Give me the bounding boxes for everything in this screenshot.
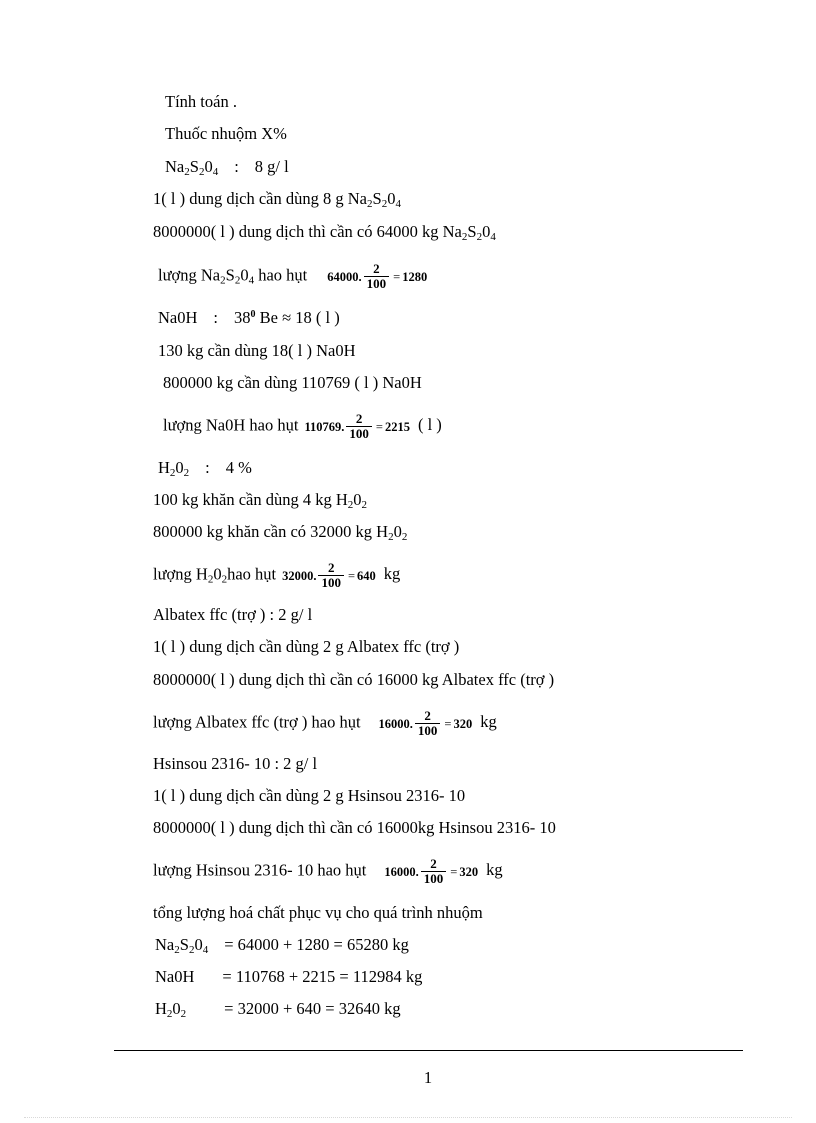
page-number: 1 bbox=[423, 1068, 433, 1087]
line-naoh-800000: 800000 kg cần dùng 110769 ( l ) Na0H bbox=[163, 373, 422, 392]
line-na2s2o4-per-liter: 1( l ) dung dịch cần dùng 8 g $Na_2S_20_4$ bbox=[153, 189, 401, 210]
line-naoh-dose: Na0H : $38^0$ Be ≈ 18 ( l ) bbox=[158, 308, 340, 327]
line-hsinsou-loss: lượng Hsinsou 2316- 10 hao hụt 16000. $\frac{2}{100}$ = 320 kg bbox=[153, 856, 503, 886]
line-total-naoh: Na0H = 110768 + 2215 = 112984 kg bbox=[155, 967, 423, 986]
line-albatex-total: 8000000( l ) dung dịch thì cần có 16000 kg Albatex ffc (trợ ) bbox=[153, 670, 555, 689]
line-h2o2-100: 100 kg khăn cần dùng 4 kg $H_20_2$ bbox=[153, 490, 368, 511]
loss-formula: 64000. $\frac{2}{100}$ = 1280 bbox=[327, 261, 428, 291]
loss-formula: 16000. $\frac{2}{100}$ = 320 bbox=[378, 708, 473, 738]
line-hsinsou-dose: Hsinsou 2316- 10 : 2 g/ l bbox=[153, 754, 318, 773]
line-na2s2o4-dose: $Na_2S_20_4$ : 8 g/ l bbox=[165, 157, 289, 178]
line-naoh-loss: lượng Na0H hao hụt 110769. $\frac{2}{100}$ = 2215 ( l ) bbox=[163, 411, 442, 441]
line-h2o2-dose: $H_20_2$ : 4 % bbox=[158, 458, 252, 479]
line-naoh-130: 130 kg cần dùng 18( l ) Na0H bbox=[158, 341, 356, 360]
heading-tinh-toan: Tính toán . bbox=[165, 92, 237, 111]
heading-thuoc-nhuom: Thuốc nhuộm X% bbox=[165, 124, 287, 143]
line-total-na2s2o4: $Na_2S_20_4 = 64000 + 1280 = 65280$ kg bbox=[155, 935, 409, 956]
footer-rule bbox=[114, 1050, 743, 1051]
line-total-heading: tổng lượng hoá chất phục vụ cho quá trình nhuộm bbox=[153, 903, 483, 922]
line-albatex-per-liter: 1( l ) dung dịch cần dùng 2 g Albatex ffc (trợ ) bbox=[153, 637, 460, 656]
loss-formula: 32000. $\frac{2}{100}$ = 640 bbox=[282, 560, 376, 590]
line-albatex-dose: Albatex ffc (trợ ) : 2 g/ l bbox=[153, 605, 313, 624]
line-h2o2-loss: lượng $H_20_2hao$ hụt 32000. $\frac{2}{100}$ = 640 kg bbox=[153, 560, 401, 590]
line-h2o2-800000: 800000 kg khăn cần có 32000 kg $H_20_2$ bbox=[153, 522, 408, 543]
line-na2s2o4-loss: lượng $Na_2S_20_4$ hao hụt 64000. $\frac{2}{100}$ = 1280 bbox=[158, 261, 428, 291]
line-total-h2o2: $H_20_2 = 32000 + 640 = 32640$ kg bbox=[155, 999, 401, 1020]
line-na2s2o4-total: 8000000( l ) dung dịch thì cần có 64000 kg $Na_2S_20_4$ bbox=[153, 222, 496, 243]
page-edge-dots bbox=[24, 1117, 792, 1118]
loss-formula: 110769. $\frac{2}{100}$ = 2215 bbox=[304, 411, 410, 441]
line-hsinsou-total: 8000000( l ) dung dịch thì cần có 16000kg Hsinsou 2316- 10 bbox=[153, 818, 556, 837]
loss-formula: 16000. $\frac{2}{100}$ = 320 bbox=[384, 856, 479, 886]
line-albatex-loss: lượng Albatex ffc (trợ ) hao hụt 16000. $\frac{2}{100}$ = 320 kg bbox=[153, 708, 497, 738]
line-hsinsou-per-liter: 1( l ) dung dịch cần dùng 2 g Hsinsou 2316- 10 bbox=[153, 786, 466, 805]
